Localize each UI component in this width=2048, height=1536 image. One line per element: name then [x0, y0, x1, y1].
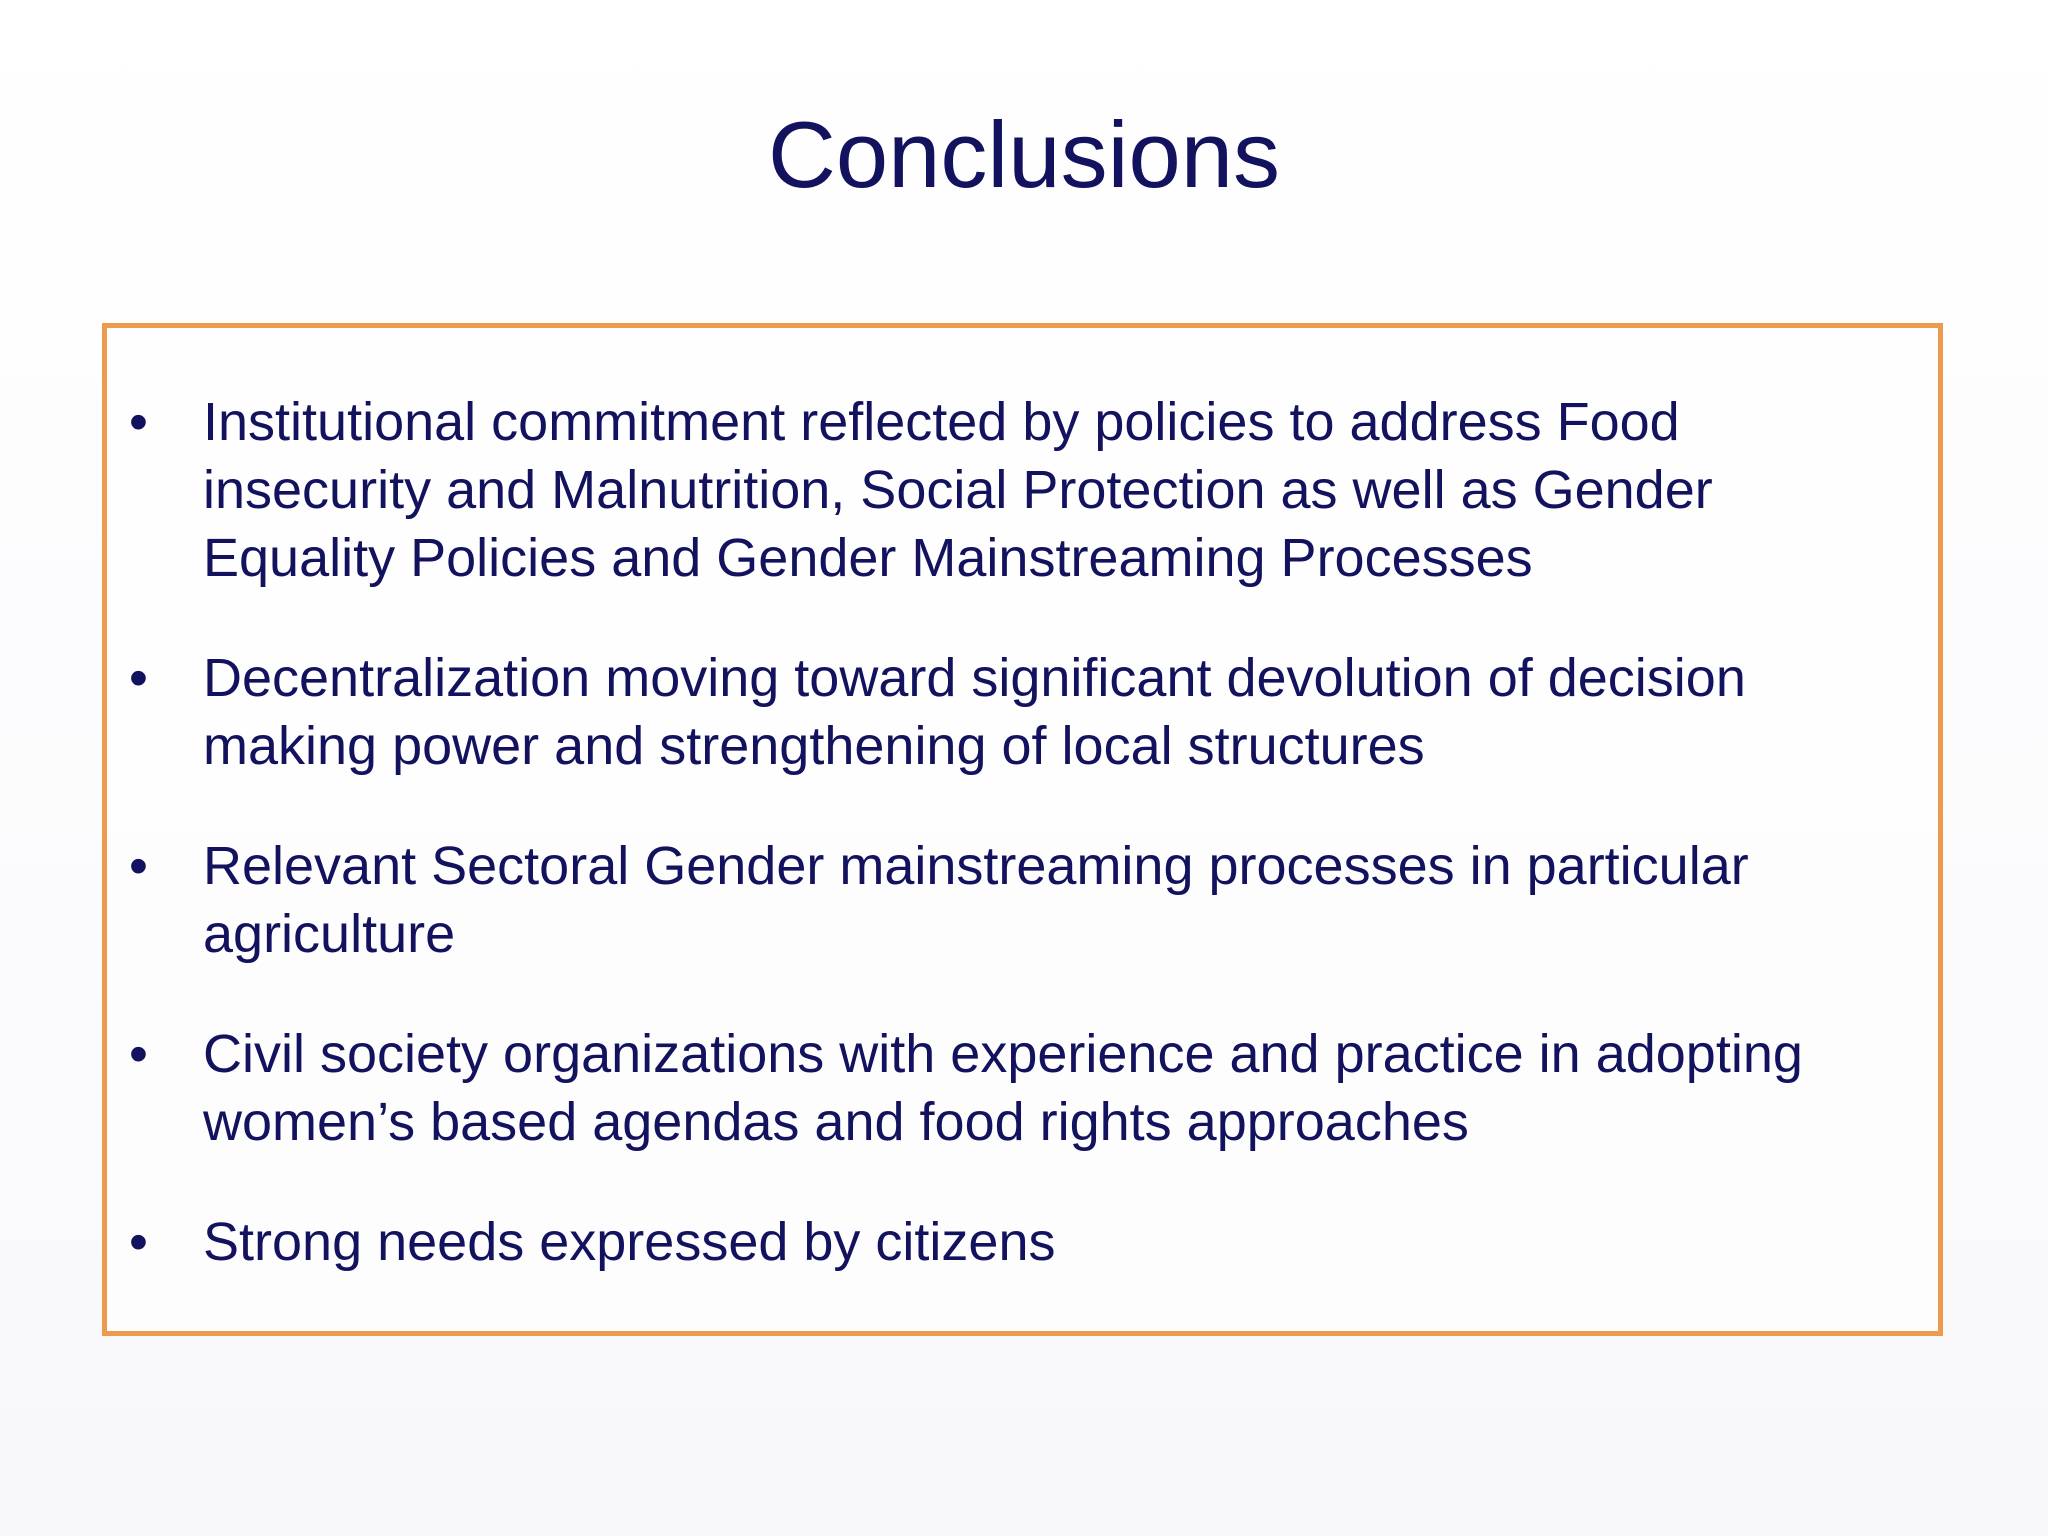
bullet-list: [107, 388, 1938, 1328]
bullet-text: Institutional commitment reflected by policies to address Food insecurity and Malnutrition, Social Protection as well as Gender Equality Policies and Gender Mainstreaming Processes: [203, 392, 1713, 588]
bullet-item: [107, 644, 1938, 780]
bullet-text: Decentralization moving toward significant devolution of decision making power and strengthening of local structures: [203, 648, 1746, 776]
bullet-text: Relevant Sectoral Gender mainstreaming processes in particular agriculture: [203, 836, 1749, 964]
bullet-item: [107, 832, 1938, 968]
bullet-icon: •: [129, 392, 148, 452]
bullet-item: [107, 388, 1938, 592]
bullet-item: [107, 1208, 1938, 1276]
slide-title: Conclusions: [767, 102, 1281, 207]
bullet-icon: •: [129, 1212, 148, 1272]
bullet-icon: •: [129, 836, 148, 896]
bullet-item: [107, 1020, 1938, 1156]
bullet-icon: •: [129, 1024, 148, 1084]
bullet-icon: •: [129, 648, 148, 708]
bullet-text: Civil society organizations with experience and practice in adopting women’s based agendas and food rights approaches: [203, 1024, 1803, 1152]
bullet-text: Strong needs expressed by citizens: [203, 1212, 1056, 1272]
conclusions-box: [102, 323, 1943, 1336]
